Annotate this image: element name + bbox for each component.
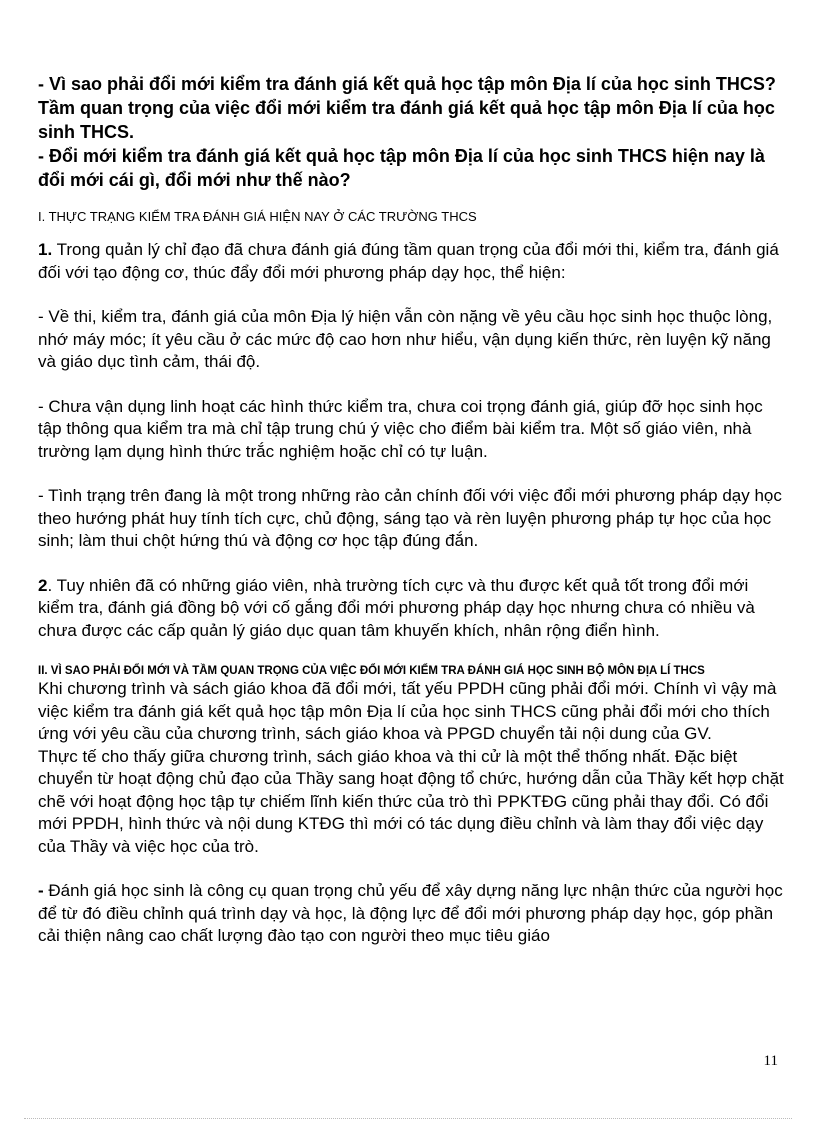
section-1-title: I. THỰC TRẠNG KIỂM TRA ĐÁNH GIÁ HIỆN NAY Ở CÁC TRƯỜNG THCS bbox=[38, 209, 477, 224]
section-2-paragraph-1: Khi chương trình và sách giáo khoa đã đổi mới, tất yếu PPDH cũng phải đổi mới. Chính vì vậy mà việc kiểm tra đánh giá kết quả học tập môn Địa lí của học sinh THCS cũng phải đổi mới cho thích ứng với yêu cầu của chương trình, sách giáo khoa và PPGD chuyển tải nội dung của GV. bbox=[38, 679, 777, 743]
footer-divider bbox=[24, 1118, 792, 1119]
section-1-paragraph-3: - Chưa vận dụng linh hoạt các hình thức kiểm tra, chưa coi trọng đánh giá, giúp đỡ học sinh học tập thông qua kiểm tra mà chỉ tập trung chú ý việc cho điểm bài kiểm tra. Một số giáo viên, nhà trường lạm dụng hình thức trắc nghiệm hoặc chỉ có tự luận. bbox=[38, 396, 763, 461]
section-1-paragraph-4: - Tình trạng trên đang là một trong những rào cản chính đối với việc đổi mới phương pháp dạy học theo hướng phát huy tính tích cực, chủ động, sáng tạo và rèn luyện phương pháp tự học của học sinh; làm thui chột hứng thú và động cơ học tập đúng đắn. bbox=[38, 486, 782, 550]
intro-questions bbox=[38, 72, 786, 192]
paragraph-number: 1. bbox=[38, 240, 53, 259]
paragraph-number: 2 bbox=[38, 575, 48, 595]
paragraph-dash: - bbox=[38, 881, 44, 900]
section-2-paragraph-3 bbox=[38, 880, 786, 948]
page-number: 11 bbox=[763, 1053, 778, 1069]
section-2-title: II. VÌ SAO PHẢI ĐỔI MỚI VÀ TẦM QUAN TRỌNG CỦA VIỆC ĐỔI MỚI KIỂM TRA ĐÁNH GIÁ HỌC SINH BỘ MÔN ĐỊA LÍ THCS bbox=[38, 665, 705, 677]
section-2-paragraph-2: Thực tế cho thấy giữa chương trình, sách giáo khoa và thi cử là một thể thống nhất. Đặc biệt chuyển từ hoạt động chủ đạo của Thầy sang hoạt động tổ chức, hướng dẫn của Thầy kết hợp chặt chẽ với hoạt động học tập tự chiếm lĩnh kiến thức của trò thì PPKTĐG cũng phải thay đổi. Có đổi mới PPDH, hình thức và nội dung KTĐG thì mới có tác dụng điều chỉnh và làm thay đổi việc dạy của Thầy và việc học của trò. bbox=[38, 746, 784, 856]
section-1-paragraph-5 bbox=[38, 575, 786, 643]
intro-question-1: - Vì sao phải đổi mới kiểm tra đánh giá kết quả học tập môn Địa lí của học sinh THCS? Tầm quan trọng của việc đổi mới kiểm tra đánh giá kết quả học tập môn Địa lí của học sinh THCS. bbox=[38, 74, 776, 142]
paragraph-text: Đánh giá học sinh là công cụ quan trọng chủ yếu để xây dựng năng lực nhận thức của người học để từ đó điều chỉnh quá trình dạy và học, là động lực để đổi mới phương pháp dạy học, góp phần cải thiện nâng cao chất lượng đào tạo con người theo mục tiêu giáo bbox=[38, 881, 783, 945]
section-1-paragraph-1 bbox=[38, 239, 786, 284]
intro-question-2: - Đổi mới kiểm tra đánh giá kết quả học tập môn Địa lí của học sinh THCS hiện nay là đổi mới cái gì, đổi mới như thế nào? bbox=[38, 146, 765, 190]
paragraph-text: Trong quản lý chỉ đạo đã chưa đánh giá đúng tầm quan trọng của đổi mới thi, kiểm tra, đánh giá đối với tạo động cơ, thúc đẩy đổi mới phương pháp dạy học, thể hiện: bbox=[38, 240, 779, 282]
paragraph-text: . Tuy nhiên đã có những giáo viên, nhà trường tích cực và thu được kết quả tốt trong đổi mới kiểm tra, đánh giá đồng bộ với cố gắng đổi mới phương pháp dạy học nhưng chưa có nhiều và chưa được các cấp quản lý giáo dục quan tâm khuyến khích, nhân rộng điển hình. bbox=[38, 575, 755, 640]
document-page bbox=[38, 72, 786, 970]
section-1-paragraph-2: - Về thi, kiểm tra, đánh giá của môn Địa lý hiện vẫn còn nặng về yêu cầu học sinh học thuộc lòng, nhớ máy móc; ít yêu cầu ở các mức độ cao hơn như hiểu, vận dụng kiến thức, rèn luyện kỹ năng và giáo dục tình cảm, thái độ. bbox=[38, 307, 773, 371]
